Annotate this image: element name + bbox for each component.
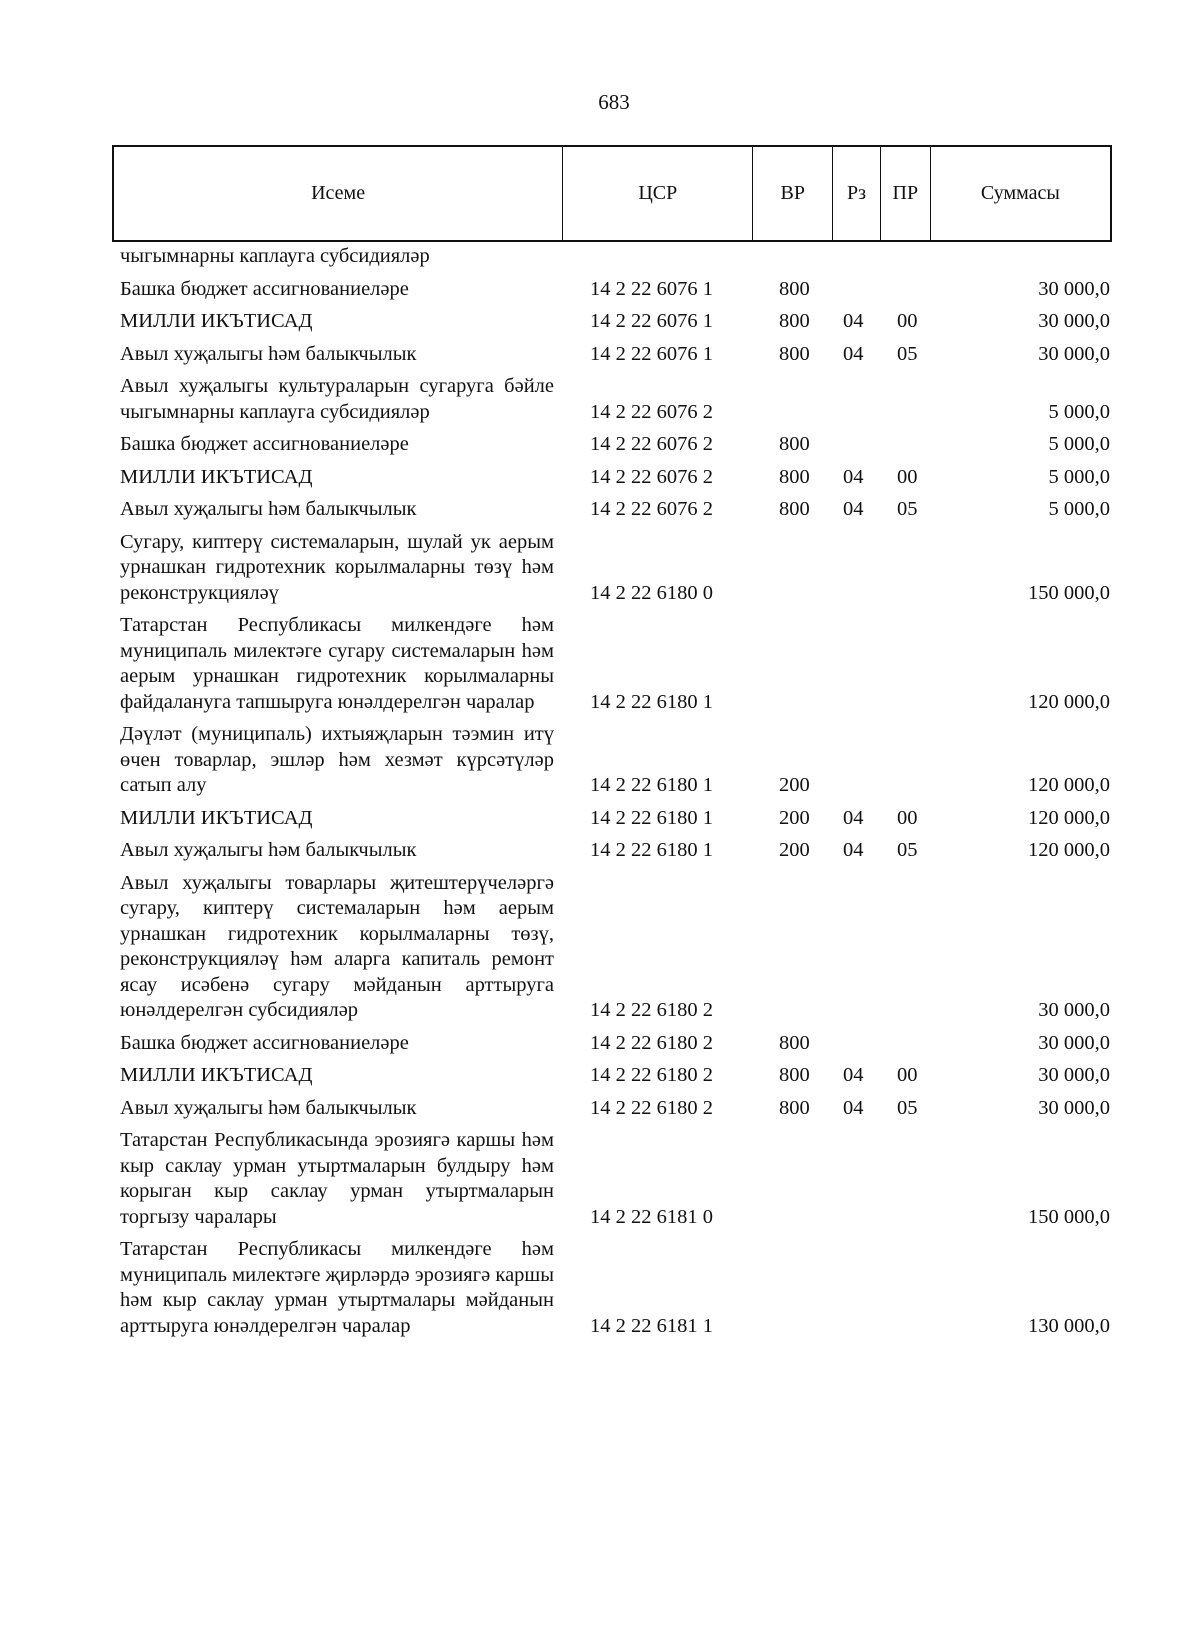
row-vr: 800 (779, 498, 810, 520)
row-sum: 5 000,0 (1048, 433, 1110, 455)
column-header-rz: Рз (833, 147, 881, 240)
row-vr: 200 (779, 839, 810, 861)
row-rz: 04 (843, 806, 864, 829)
table-row (120, 1031, 1110, 1057)
row-csr: 14 2 22 6180 1 (590, 690, 713, 713)
row-sum: 30 000,0 (1038, 342, 1110, 365)
row-vr: 800 (779, 1064, 810, 1086)
row-pr: 00 (897, 310, 918, 332)
row-csr: 14 2 22 6076 1 (590, 310, 713, 332)
row-csr: 14 2 22 6180 1 (590, 839, 713, 861)
table-row (120, 497, 1110, 523)
row-csr: 14 2 22 6076 1 (590, 342, 713, 365)
table-row (120, 374, 1110, 425)
table-row (120, 613, 1110, 715)
column-header-vr: ВР (753, 147, 833, 240)
row-name: Авыл хуҗалыгы һәм балыкчылык (120, 498, 417, 520)
row-vr: 800 (779, 465, 810, 488)
row-pr: 05 (897, 498, 918, 520)
row-sum: 30 000,0 (1038, 277, 1110, 300)
row-csr: 14 2 22 6076 2 (590, 465, 713, 488)
table-row (120, 342, 1110, 368)
table-row (120, 838, 1110, 864)
row-csr: 14 2 22 6076 2 (590, 400, 713, 423)
table-row (120, 244, 1110, 270)
row-vr: 800 (779, 342, 810, 365)
table-row (120, 806, 1110, 832)
table-row (120, 309, 1110, 335)
row-sum: 30 000,0 (1038, 1031, 1110, 1054)
row-name: Авыл хуҗалыгы һәм балыкчылык (120, 839, 417, 861)
row-sum: 120 000,0 (1028, 690, 1110, 713)
row-csr: 14 2 22 6180 2 (590, 1064, 713, 1086)
row-pr: 05 (897, 1096, 918, 1119)
row-name: Татарстан Республикасы милкендәге һәм муниципаль милектәге җирләрдә эрозиягә каршы һәм кыр саклау урман утыртмалары мәйданын арттыруга юнәлдерелгән чаралар (120, 1238, 554, 1337)
row-csr: 14 2 22 6076 2 (590, 498, 713, 520)
row-name: МИЛЛИ ИКЪТИСАД (120, 806, 313, 829)
row-name: Башка бюджет ассигнованиеләре (120, 1031, 409, 1054)
row-sum: 150 000,0 (1028, 581, 1110, 604)
row-rz: 04 (843, 839, 864, 861)
row-vr: 200 (779, 806, 810, 829)
row-rz: 04 (843, 1096, 864, 1119)
row-csr: 14 2 22 6076 1 (590, 277, 713, 300)
row-sum: 5 000,0 (1048, 400, 1110, 423)
table-body (120, 244, 1110, 1346)
row-csr: 14 2 22 6181 1 (590, 1314, 713, 1337)
row-name: Башка бюджет ассигнованиеләре (120, 433, 409, 455)
row-pr: 00 (897, 806, 918, 829)
row-pr: 05 (897, 839, 918, 861)
row-vr: 800 (779, 1031, 810, 1054)
row-rz: 04 (843, 465, 864, 488)
row-name: Дәүләт (муниципаль) ихтыяҗларын тәэмин итү өчен товарлар, эшләр һәм хезмәт күрсәтүләр сатып алу (120, 723, 554, 796)
row-rz: 04 (843, 498, 864, 520)
row-sum: 5 000,0 (1048, 498, 1110, 520)
table-row (120, 1237, 1110, 1339)
row-sum: 120 000,0 (1028, 839, 1110, 861)
row-name: МИЛЛИ ИКЪТИСАД (120, 465, 313, 488)
table-row (120, 277, 1110, 303)
row-sum: 120 000,0 (1028, 774, 1110, 796)
table-row (120, 722, 1110, 799)
column-header-name: Исеме (114, 147, 563, 240)
row-vr: 800 (779, 277, 810, 300)
row-vr: 200 (779, 774, 810, 796)
table-row (120, 1063, 1110, 1089)
row-name: Авыл хуҗалыгы товарлары җитештерүчеләргә сугару, киптерү системаларын һәм аерым урнашкан гидротехник корылмаларны төзү, реконструкцияләү һәм аларга капиталь ремонт ясау исәбенә сугару мәйданын арттыруга юнәлдерелгән субсидияләр (120, 871, 554, 1021)
row-name: Башка бюджет ассигнованиеләре (120, 277, 409, 300)
row-pr: 05 (897, 342, 918, 365)
row-csr: 14 2 22 6180 2 (590, 1031, 713, 1054)
row-name: МИЛЛИ ИКЪТИСАД (120, 1064, 313, 1086)
row-csr: 14 2 22 6180 2 (590, 999, 713, 1021)
row-csr: 14 2 22 6180 0 (590, 581, 713, 604)
row-pr: 00 (897, 465, 918, 488)
table-header (112, 145, 1112, 242)
row-vr: 800 (779, 1096, 810, 1119)
row-sum: 130 000,0 (1028, 1314, 1110, 1337)
row-name: Сугару, киптерү системаларын, шулай ук аерым урнашкан гидротехник корылмаларны төзү һәм реконструкцияләү (120, 530, 554, 604)
table-row (120, 1096, 1110, 1122)
row-pr: 00 (897, 1064, 918, 1086)
row-sum: 5 000,0 (1048, 465, 1110, 488)
row-name: МИЛЛИ ИКЪТИСАД (120, 310, 313, 332)
row-csr: 14 2 22 6180 1 (590, 806, 713, 829)
row-rz: 04 (843, 342, 864, 365)
table-row (120, 530, 1110, 607)
row-name: Татарстан Республикасында эрозиягә каршы һәм кыр саклау урман утыртмаларын булдыру һәм корыган кыр саклау урман утыртмаларын торгызу чаралары (120, 1129, 554, 1228)
table-row (120, 871, 1110, 1024)
column-header-csr: ЦСР (563, 147, 753, 240)
page-number: 683 (598, 90, 630, 114)
row-rz: 04 (843, 310, 864, 332)
row-sum: 30 000,0 (1038, 1096, 1110, 1119)
row-sum: 150 000,0 (1028, 1205, 1110, 1228)
row-name: Авыл хуҗалыгы һәм балыкчылык (120, 342, 417, 365)
table-row (120, 465, 1110, 491)
row-name: Авыл хуҗалыгы һәм балыкчылык (120, 1096, 417, 1119)
row-vr: 800 (779, 433, 810, 455)
row-sum: 30 000,0 (1038, 310, 1110, 332)
row-rz: 04 (843, 1064, 864, 1086)
row-vr: 800 (779, 310, 810, 332)
row-sum: 120 000,0 (1028, 806, 1110, 829)
row-csr: 14 2 22 6181 0 (590, 1205, 713, 1228)
table-row (120, 432, 1110, 458)
column-header-sum: Суммасы (980, 182, 1060, 204)
row-csr: 14 2 22 6076 2 (590, 433, 713, 455)
row-csr: 14 2 22 6180 2 (590, 1096, 713, 1119)
row-name: Татарстан Республикасы милкендәге һәм муниципаль милектәге сугару системаларын һәм аерым урнашкан гидротехник корылмаларны файдалануга тапшыруга юнәлдерелгән чаралар (120, 614, 554, 713)
row-sum: 30 000,0 (1038, 1064, 1110, 1086)
row-name: Авыл хуҗалыгы культураларын сугаруга бәйле чыгымнарны каплауга субсидияләр (120, 375, 554, 423)
row-name: чыгымнарны каплауга субсидияләр (120, 245, 430, 267)
column-header-pr: ПР (881, 147, 931, 240)
table-row (120, 1128, 1110, 1230)
row-sum: 30 000,0 (1038, 999, 1110, 1021)
row-csr: 14 2 22 6180 1 (590, 774, 713, 796)
